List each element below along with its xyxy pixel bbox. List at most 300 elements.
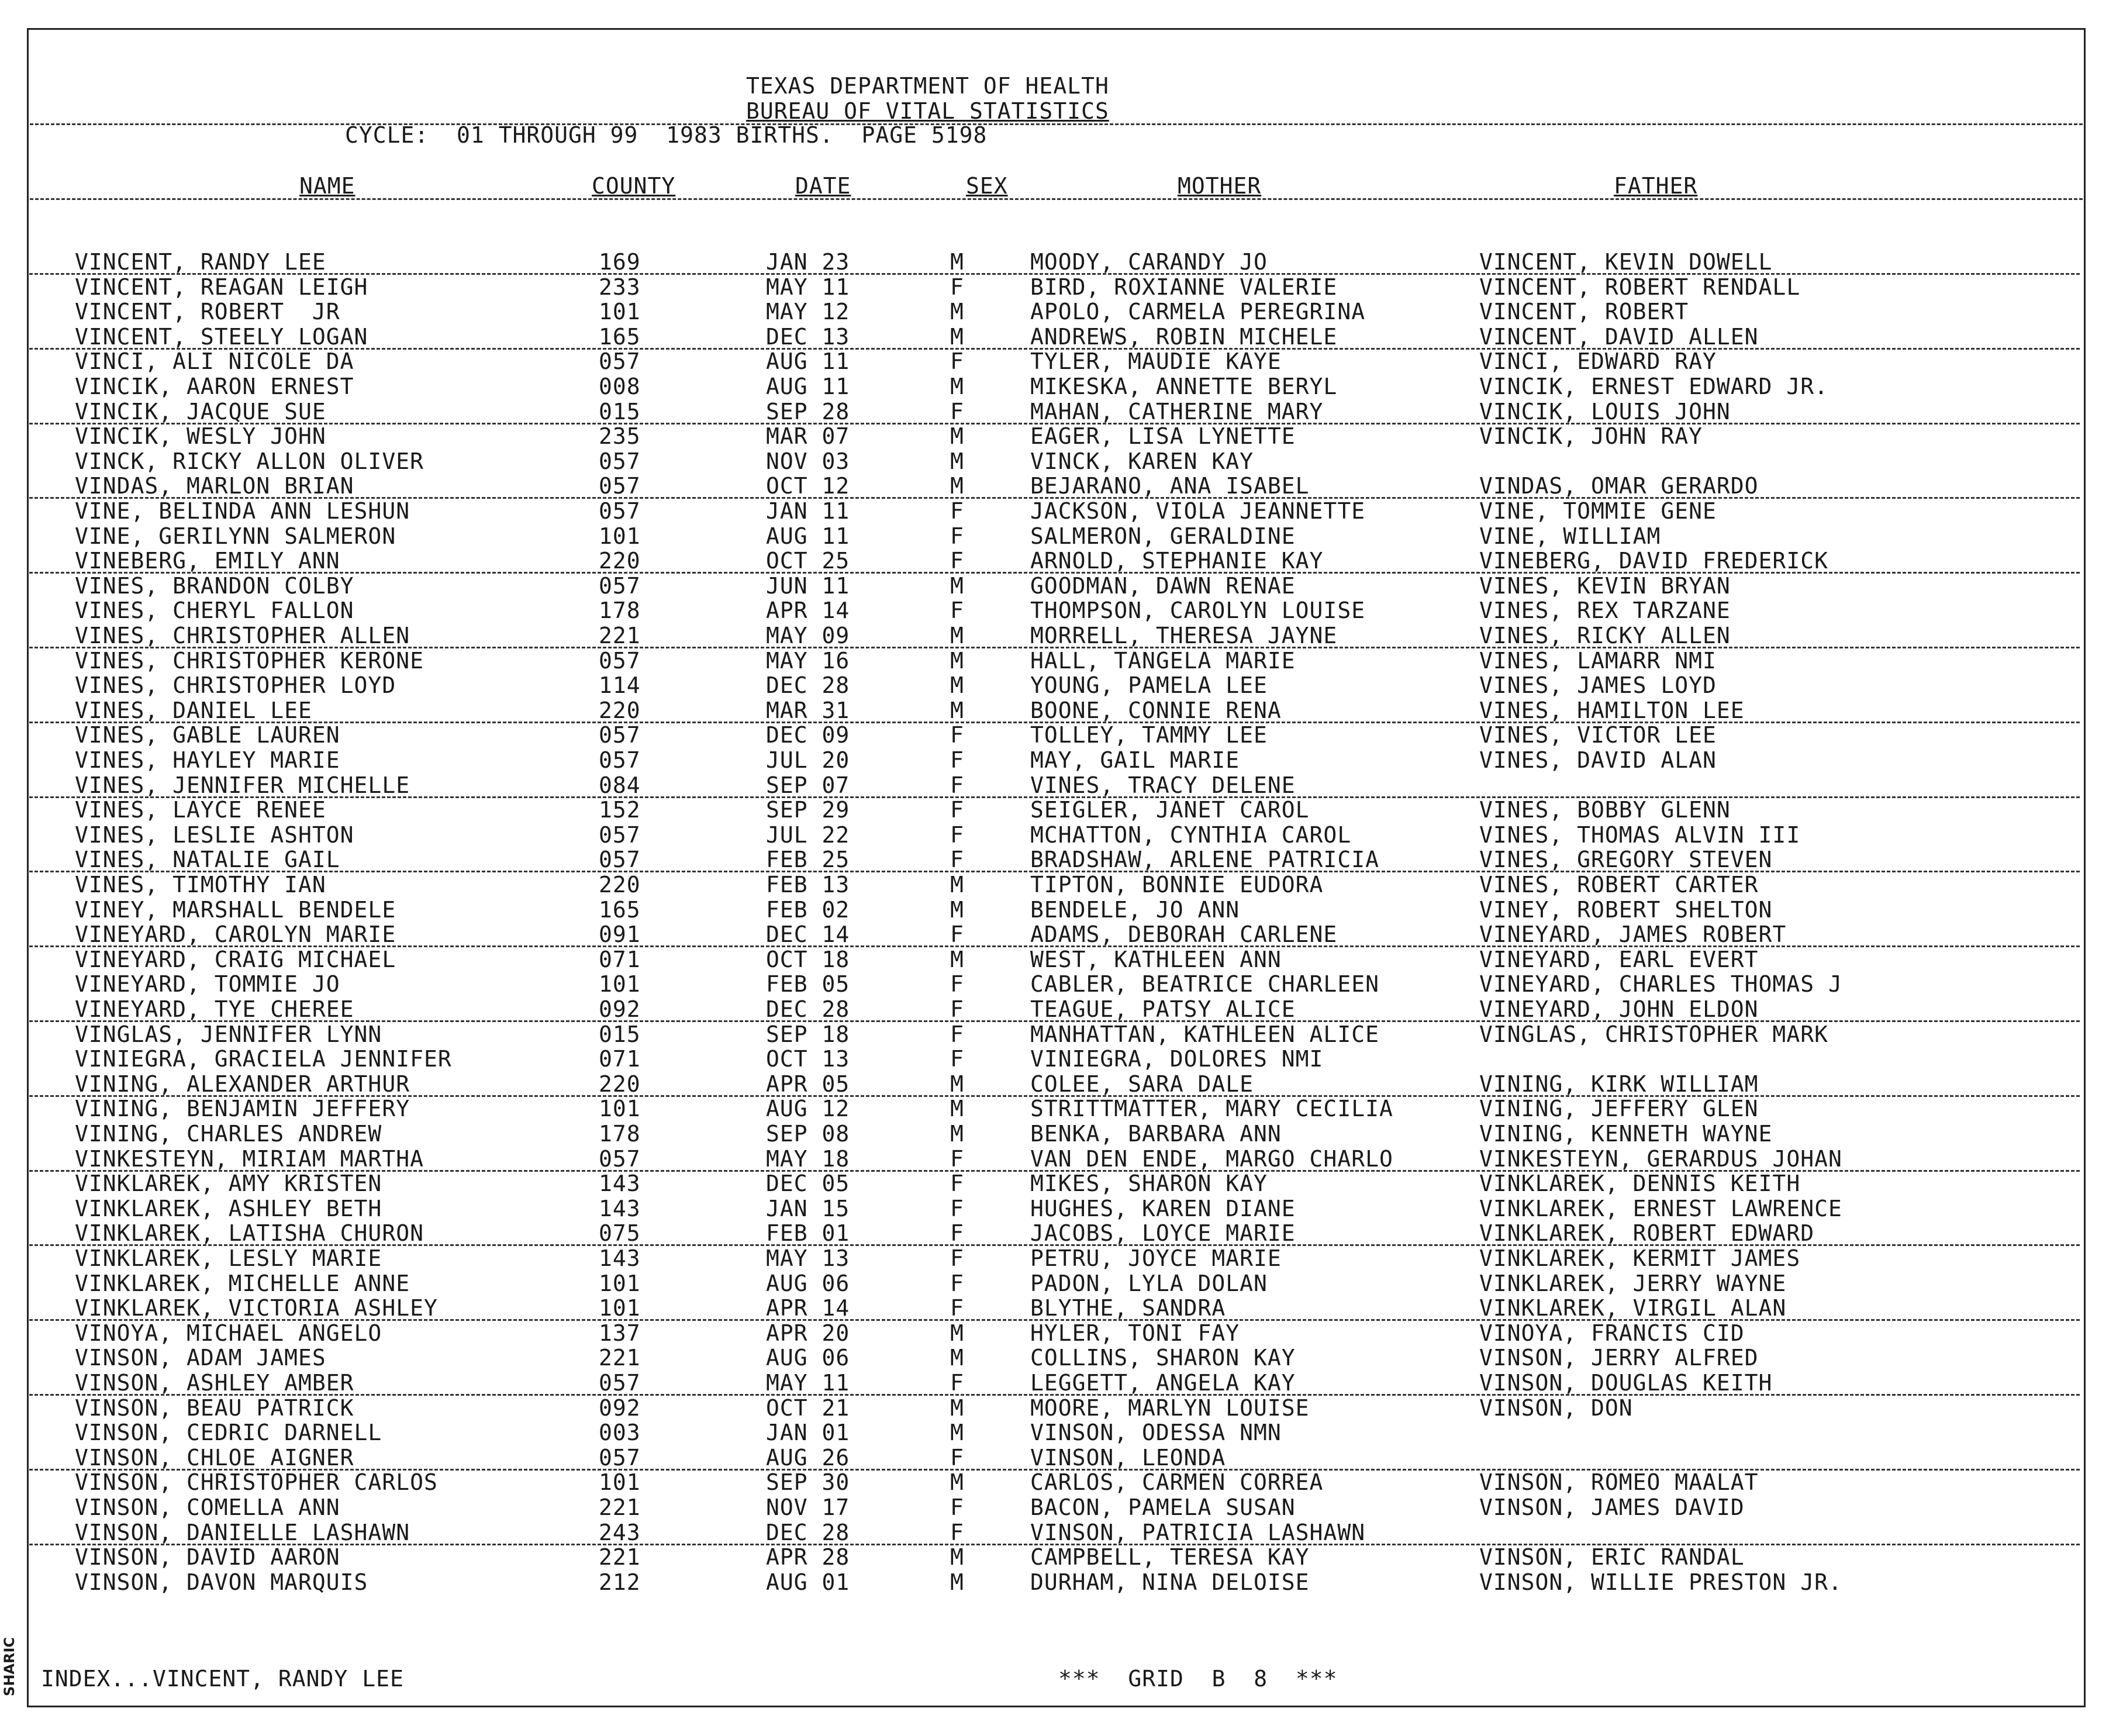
- cell-sex: F: [950, 1245, 964, 1271]
- cell-mother: SALMERON, GERALDINE: [1030, 523, 1296, 549]
- cell-county: 092: [599, 996, 641, 1022]
- cell-mother: MAY, GAIL MARIE: [1030, 747, 1240, 773]
- cell-mother: JACKSON, VIOLA JEANNETTE: [1030, 498, 1366, 524]
- cell-mother: VAN DEN ENDE, MARGO CHARLO: [1030, 1145, 1393, 1172]
- cell-sex: F: [950, 1046, 964, 1072]
- cell-father: VINKESTEYN, GERARDUS JOHAN: [1479, 1145, 1842, 1172]
- cell-county: 178: [599, 1121, 641, 1147]
- cell-county: 084: [599, 772, 641, 798]
- cell-father: VINES, DAVID ALAN: [1479, 747, 1717, 773]
- table-row: [0, 250, 2116, 274]
- cell-date: JUL 20: [766, 747, 850, 773]
- table-row: [0, 1520, 2116, 1545]
- table-row: [0, 1147, 2116, 1171]
- cell-mother: MAHAN, CATHERINE MARY: [1030, 398, 1324, 424]
- cell-father: VINCENT, DAVID ALLEN: [1479, 323, 1759, 350]
- cell-county: 152: [599, 797, 641, 823]
- cell-mother: VINIEGRA, DOLORES NMI: [1030, 1046, 1324, 1072]
- grid-footer: *** GRID B 8 ***: [1058, 1666, 1338, 1692]
- cell-county: 057: [599, 448, 641, 474]
- cell-date: FEB 02: [766, 896, 850, 923]
- cell-mother: COLEE, SARA DALE: [1030, 1071, 1254, 1097]
- cell-county: 057: [599, 822, 641, 848]
- cell-name: VINSON, COMELLA ANN: [75, 1495, 340, 1520]
- cell-name: VINES, HAYLEY MARIE: [75, 747, 340, 773]
- column-header-father: FATHER: [1614, 173, 1698, 199]
- cell-sex: F: [950, 922, 964, 948]
- cell-father: VINSON, DON: [1479, 1395, 1633, 1421]
- cell-sex: M: [950, 1121, 964, 1147]
- cell-sex: M: [950, 623, 964, 648]
- cell-date: JAN 23: [766, 249, 850, 275]
- cell-sex: F: [950, 1370, 964, 1396]
- cell-date: DEC 14: [766, 922, 850, 948]
- cell-name: VINSON, DAVON MARQUIS: [75, 1569, 368, 1595]
- cell-name: VINSON, ASHLEY AMBER: [75, 1370, 354, 1396]
- cell-sex: F: [950, 1519, 964, 1545]
- cycle-line: CYCLE: 01 THROUGH 99 1983 BIRTHS. PAGE 5198: [345, 122, 988, 148]
- cell-date: APR 14: [766, 1295, 850, 1321]
- cell-date: OCT 13: [766, 1046, 850, 1072]
- cell-sex: F: [950, 1270, 964, 1296]
- table-row: [0, 1196, 2116, 1221]
- cell-date: AUG 01: [766, 1569, 850, 1595]
- cell-mother: EAGER, LISA LYNETTE: [1030, 423, 1296, 450]
- cell-sex: M: [950, 672, 964, 699]
- cell-name: VINEYARD, CRAIG MICHAEL: [75, 946, 396, 972]
- table-row: [0, 275, 2116, 299]
- cell-name: VINEY, MARSHALL BENDELE: [75, 896, 396, 923]
- cell-name: VINCIK, AARON ERNEST: [75, 374, 354, 399]
- cell-mother: TIPTON, BONNIE EUDORA: [1030, 872, 1324, 898]
- cell-county: 057: [599, 1444, 641, 1471]
- cell-mother: CABLER, BEATRICE CHARLEEN: [1030, 971, 1379, 998]
- cell-mother: CAMPBELL, TERESA KAY: [1030, 1544, 1310, 1571]
- cell-date: JUN 11: [766, 572, 850, 599]
- cell-county: 101: [599, 1295, 641, 1321]
- cell-mother: JACOBS, LOYCE MARIE: [1030, 1220, 1296, 1247]
- cell-father: VINKLAREK, KERMIT JAMES: [1479, 1245, 1801, 1271]
- cell-sex: F: [950, 847, 964, 873]
- cell-name: VINES, CHRISTOPHER LOYD: [75, 672, 396, 699]
- cell-county: 220: [599, 1071, 641, 1097]
- cell-father: VINE, WILLIAM: [1479, 523, 1661, 549]
- table-row: [0, 325, 2116, 349]
- cell-date: SEP 30: [766, 1469, 850, 1496]
- column-header-sex: SEX: [966, 173, 1008, 199]
- table-row: [0, 922, 2116, 947]
- index-footer: INDEX...VINCENT, RANDY LEE: [41, 1666, 404, 1692]
- cell-date: MAY 11: [766, 274, 850, 300]
- cell-sex: M: [950, 946, 964, 972]
- cell-mother: GOODMAN, DAWN RENAE: [1030, 572, 1296, 599]
- cell-date: MAY 12: [766, 299, 850, 325]
- cell-father: VINCIK, JOHN RAY: [1479, 423, 1703, 450]
- cell-mother: HYLER, TONI FAY: [1030, 1320, 1240, 1346]
- cell-name: VINSON, BEAU PATRICK: [75, 1395, 354, 1421]
- cell-county: 221: [599, 623, 641, 648]
- table-row: [0, 623, 2116, 648]
- cell-date: MAY 18: [766, 1145, 850, 1172]
- cell-mother: ANDREWS, ROBIN MICHELE: [1030, 323, 1338, 350]
- cell-name: VINES, TIMOTHY IAN: [75, 872, 326, 898]
- cell-mother: MANHATTAN, KATHLEEN ALICE: [1030, 1021, 1379, 1047]
- cell-date: SEP 28: [766, 398, 850, 424]
- cell-county: 220: [599, 548, 641, 574]
- cell-mother: PETRU, JOYCE MARIE: [1030, 1245, 1282, 1271]
- cell-mother: STRITTMATTER, MARY CECILIA: [1030, 1096, 1393, 1122]
- table-row: [0, 1445, 2116, 1470]
- cell-father: VINSON, ROMEO MAALAT: [1479, 1469, 1759, 1496]
- cell-sex: F: [950, 598, 964, 624]
- cell-father: VINES, ROBERT CARTER: [1479, 872, 1759, 898]
- cell-county: 057: [599, 1370, 641, 1396]
- cell-father: VINSON, DOUGLAS KEITH: [1479, 1370, 1773, 1396]
- cell-father: VINEBERG, DAVID FREDERICK: [1479, 548, 1828, 574]
- cell-name: VINSON, CEDRIC DARNELL: [75, 1420, 382, 1446]
- table-row: [0, 847, 2116, 872]
- cell-name: VINCENT, STEELY LOGAN: [75, 323, 368, 350]
- cell-mother: VINCK, KAREN KAY: [1030, 448, 1254, 474]
- column-header-name: NAME: [299, 173, 355, 199]
- cell-mother: DURHAM, NINA DELOISE: [1030, 1569, 1310, 1595]
- cell-date: OCT 25: [766, 548, 850, 574]
- cell-date: DEC 28: [766, 996, 850, 1022]
- cell-date: NOV 03: [766, 448, 850, 474]
- cell-date: APR 14: [766, 598, 850, 624]
- table-row: [0, 1420, 2116, 1445]
- cell-father: VINES, THOMAS ALVIN III: [1479, 822, 1801, 848]
- cell-county: 221: [599, 1495, 641, 1520]
- cell-sex: F: [950, 1295, 964, 1321]
- org-title: TEXAS DEPARTMENT OF HEALTH: [746, 73, 1109, 99]
- cell-sex: M: [950, 1544, 964, 1571]
- table-row: [0, 1495, 2116, 1520]
- cell-county: 114: [599, 672, 641, 699]
- cell-mother: VINSON, ODESSA NMN: [1030, 1420, 1282, 1446]
- cell-name: VINDAS, MARLON BRIAN: [75, 473, 354, 499]
- cell-name: VINKESTEYN, MIRIAM MARTHA: [75, 1145, 424, 1172]
- cell-mother: BENKA, BARBARA ANN: [1030, 1121, 1282, 1147]
- cell-date: AUG 12: [766, 1096, 850, 1122]
- cell-county: 178: [599, 598, 641, 624]
- cell-name: VINCENT, REAGAN LEIGH: [75, 274, 368, 300]
- cell-name: VINE, GERILYNN SALMERON: [75, 523, 396, 549]
- cell-county: 008: [599, 374, 641, 399]
- cell-date: OCT 18: [766, 946, 850, 972]
- cell-sex: M: [950, 647, 964, 674]
- cell-date: AUG 11: [766, 523, 850, 549]
- cell-name: VINKLAREK, LESLY MARIE: [75, 1245, 382, 1271]
- cell-father: VINES, RICKY ALLEN: [1479, 623, 1731, 648]
- cell-county: 143: [599, 1245, 641, 1271]
- table-row: [0, 349, 2116, 374]
- cell-county: 075: [599, 1220, 641, 1247]
- cell-sex: M: [950, 1096, 964, 1122]
- cell-county: 057: [599, 647, 641, 674]
- cell-mother: HUGHES, KAREN DIANE: [1030, 1195, 1296, 1221]
- cell-date: MAY 13: [766, 1245, 850, 1271]
- cell-father: VINEYARD, JOHN ELDON: [1479, 996, 1759, 1022]
- cell-name: VINCIK, JACQUE SUE: [75, 398, 326, 424]
- cell-county: 057: [599, 847, 641, 873]
- cell-sex: F: [950, 1495, 964, 1520]
- cell-name: VINSON, CHLOE AIGNER: [75, 1444, 354, 1471]
- cell-name: VINEYARD, CAROLYN MARIE: [75, 922, 396, 948]
- table-row: [0, 648, 2116, 673]
- cell-county: 101: [599, 1096, 641, 1122]
- table-row: [0, 598, 2116, 623]
- table-row: [0, 1545, 2116, 1569]
- table-row: [0, 1321, 2116, 1345]
- cell-name: VINES, CHRISTOPHER KERONE: [75, 647, 424, 674]
- cell-county: 220: [599, 697, 641, 723]
- cell-sex: M: [950, 572, 964, 599]
- cell-father: VINOYA, FRANCIS CID: [1479, 1320, 1745, 1346]
- cell-date: AUG 06: [766, 1270, 850, 1296]
- table-row: [0, 524, 2116, 548]
- cell-mother: ADAMS, DEBORAH CARLENE: [1030, 922, 1338, 948]
- cell-sex: M: [950, 896, 964, 923]
- cell-sex: F: [950, 971, 964, 998]
- table-row: [0, 972, 2116, 996]
- cell-name: VINING, ALEXANDER ARTHUR: [75, 1071, 410, 1097]
- cell-date: FEB 25: [766, 847, 850, 873]
- table-row: [0, 1345, 2116, 1370]
- cell-mother: BLYTHE, SANDRA: [1030, 1295, 1226, 1321]
- cell-name: VINKLAREK, VICTORIA ASHLEY: [75, 1295, 438, 1321]
- cell-date: JAN 15: [766, 1195, 850, 1221]
- cell-date: JAN 11: [766, 498, 850, 524]
- table-row: [0, 374, 2116, 399]
- cell-mother: BRADSHAW, ARLENE PATRICIA: [1030, 847, 1379, 873]
- cell-mother: BEJARANO, ANA ISABEL: [1030, 473, 1310, 499]
- cell-sex: F: [950, 398, 964, 424]
- cell-mother: MCHATTON, CYNTHIA CAROL: [1030, 822, 1352, 848]
- cell-county: 057: [599, 348, 641, 375]
- cell-sex: M: [950, 1395, 964, 1421]
- table-row: [0, 872, 2116, 897]
- cell-date: JAN 01: [766, 1420, 850, 1446]
- cell-mother: BENDELE, JO ANN: [1030, 896, 1240, 923]
- cell-sex: M: [950, 249, 964, 275]
- cell-sex: M: [950, 299, 964, 325]
- cell-mother: MIKESKA, ANNETTE BERYL: [1030, 374, 1338, 399]
- cell-sex: M: [950, 323, 964, 350]
- column-header-mother: MOTHER: [1178, 173, 1262, 199]
- cell-father: VINKLAREK, VIRGIL ALAN: [1479, 1295, 1787, 1321]
- cell-name: VINEBERG, EMILY ANN: [75, 548, 340, 574]
- cell-county: 212: [599, 1569, 641, 1595]
- cell-name: VINSON, CHRISTOPHER CARLOS: [75, 1469, 438, 1496]
- cell-sex: F: [950, 274, 964, 300]
- cell-name: VINING, BENJAMIN JEFFERY: [75, 1096, 410, 1122]
- cell-sex: M: [950, 374, 964, 399]
- cell-name: VINIEGRA, GRACIELA JENNIFER: [75, 1046, 452, 1072]
- cell-father: VINING, KENNETH WAYNE: [1479, 1121, 1773, 1147]
- cell-name: VINEYARD, TOMMIE JO: [75, 971, 340, 998]
- cell-county: 143: [599, 1171, 641, 1197]
- cell-father: VINCENT, ROBERT: [1479, 299, 1689, 325]
- table-row: [0, 1470, 2116, 1495]
- cell-sex: F: [950, 498, 964, 524]
- table-row: [0, 1221, 2116, 1245]
- cell-sex: F: [950, 1021, 964, 1047]
- cell-date: AUG 11: [766, 374, 850, 399]
- cell-name: VINOYA, MICHAEL ANGELO: [75, 1320, 382, 1346]
- cell-name: VINES, NATALIE GAIL: [75, 847, 340, 873]
- cell-mother: ARNOLD, STEPHANIE KAY: [1030, 548, 1324, 574]
- table-row: [0, 823, 2116, 847]
- cell-sex: M: [950, 448, 964, 474]
- cell-sex: F: [950, 548, 964, 574]
- cell-sex: M: [950, 423, 964, 450]
- cell-name: VINCI, ALI NICOLE DA: [75, 348, 354, 375]
- column-header-date: DATE: [795, 173, 851, 199]
- table-row: [0, 424, 2116, 448]
- table-row: [0, 1371, 2116, 1395]
- cell-date: APR 20: [766, 1320, 850, 1346]
- cell-county: 071: [599, 1046, 641, 1072]
- table-row: [0, 898, 2116, 922]
- table-row: [0, 1296, 2116, 1320]
- cell-name: VINES, JENNIFER MICHELLE: [75, 772, 410, 798]
- cell-mother: VINES, TRACY DELENE: [1030, 772, 1296, 798]
- table-row: [0, 673, 2116, 698]
- table-row: [0, 1022, 2116, 1047]
- cell-mother: BACON, PAMELA SUSAN: [1030, 1495, 1296, 1520]
- cell-county: 221: [599, 1544, 641, 1571]
- cell-mother: SEIGLER, JANET CAROL: [1030, 797, 1310, 823]
- cell-county: 137: [599, 1320, 641, 1346]
- cell-date: MAY 11: [766, 1370, 850, 1396]
- cell-county: 057: [599, 722, 641, 748]
- cell-name: VINCENT, ROBERT JR: [75, 299, 340, 325]
- cell-father: VINES, KEVIN BRYAN: [1479, 572, 1731, 599]
- cell-name: VINSON, DANIELLE LASHAWN: [75, 1519, 410, 1545]
- cell-county: 003: [599, 1420, 641, 1446]
- cell-sex: F: [950, 523, 964, 549]
- cell-date: APR 28: [766, 1544, 850, 1571]
- cell-mother: TEAGUE, PATSY ALICE: [1030, 996, 1296, 1022]
- cell-father: VINCIK, ERNEST EDWARD JR.: [1479, 374, 1828, 399]
- cell-county: 057: [599, 572, 641, 599]
- cell-father: VINES, HAMILTON LEE: [1479, 697, 1745, 723]
- table-row: [0, 947, 2116, 972]
- cell-county: 220: [599, 872, 641, 898]
- cell-mother: THOMPSON, CAROLYN LOUISE: [1030, 598, 1366, 624]
- cell-mother: HALL, TANGELA MARIE: [1030, 647, 1296, 674]
- cell-name: VINES, BRANDON COLBY: [75, 572, 354, 599]
- cell-county: 165: [599, 896, 641, 923]
- cell-date: SEP 18: [766, 1021, 850, 1047]
- table-row: [0, 449, 2116, 474]
- cell-name: VINKLAREK, ASHLEY BETH: [75, 1195, 382, 1221]
- cell-date: FEB 13: [766, 872, 850, 898]
- cell-sex: F: [950, 822, 964, 848]
- cell-sex: F: [950, 797, 964, 823]
- table-row: [0, 1047, 2116, 1071]
- cell-mother: WEST, KATHLEEN ANN: [1030, 946, 1282, 972]
- cell-name: VINCK, RICKY ALLON OLIVER: [75, 448, 424, 474]
- cell-father: VINCENT, ROBERT RENDALL: [1479, 274, 1801, 300]
- cell-county: 143: [599, 1195, 641, 1221]
- cell-county: 243: [599, 1519, 641, 1545]
- cell-county: 101: [599, 299, 641, 325]
- cell-name: VINCENT, RANDY LEE: [75, 249, 326, 275]
- cell-father: VINSON, WILLIE PRESTON JR.: [1479, 1569, 1842, 1595]
- cell-mother: VINSON, LEONDA: [1030, 1444, 1226, 1471]
- cell-county: 057: [599, 747, 641, 773]
- cell-father: VINKLAREK, ROBERT EDWARD: [1479, 1220, 1815, 1247]
- cell-name: VINES, DANIEL LEE: [75, 697, 312, 723]
- cell-father: VINES, BOBBY GLENN: [1479, 797, 1731, 823]
- cell-father: VINEYARD, JAMES ROBERT: [1479, 922, 1787, 948]
- cell-date: MAY 09: [766, 623, 850, 648]
- cell-date: DEC 05: [766, 1171, 850, 1197]
- table-row: [0, 474, 2116, 498]
- cell-father: VINKLAREK, JERRY WAYNE: [1479, 1270, 1787, 1296]
- cell-sex: F: [950, 722, 964, 748]
- table-row: [0, 1096, 2116, 1121]
- column-header-county: COUNTY: [592, 173, 676, 199]
- cell-mother: BOONE, CONNIE RENA: [1030, 697, 1282, 723]
- cell-sex: M: [950, 1469, 964, 1496]
- cell-county: 221: [599, 1345, 641, 1371]
- cell-county: 015: [599, 1021, 641, 1047]
- cell-name: VINES, GABLE LAUREN: [75, 722, 340, 748]
- cell-county: 092: [599, 1395, 641, 1421]
- cell-father: VINSON, JERRY ALFRED: [1479, 1345, 1759, 1371]
- cell-name: VINCIK, WESLY JOHN: [75, 423, 326, 450]
- cell-father: VINEYARD, EARL EVERT: [1479, 946, 1759, 972]
- table-row: [0, 1072, 2116, 1096]
- cell-date: SEP 29: [766, 797, 850, 823]
- cell-county: 101: [599, 971, 641, 998]
- cell-sex: M: [950, 1345, 964, 1371]
- cell-father: VINGLAS, CHRISTOPHER MARK: [1479, 1021, 1828, 1047]
- cell-date: DEC 13: [766, 323, 850, 350]
- cell-name: VINKLAREK, AMY KRISTEN: [75, 1171, 382, 1197]
- cell-father: VINDAS, OMAR GERARDO: [1479, 473, 1759, 499]
- side-label: SHARIC: [1, 1637, 18, 1696]
- cell-county: 165: [599, 323, 641, 350]
- cell-father: VINCENT, KEVIN DOWELL: [1479, 249, 1773, 275]
- cell-county: 169: [599, 249, 641, 275]
- cell-date: AUG 11: [766, 348, 850, 375]
- cell-sex: M: [950, 473, 964, 499]
- cell-father: VINES, REX TARZANE: [1479, 598, 1731, 624]
- cell-mother: MORRELL, THERESA JAYNE: [1030, 623, 1338, 648]
- cell-sex: F: [950, 348, 964, 375]
- cell-date: MAR 31: [766, 697, 850, 723]
- cell-county: 091: [599, 922, 641, 948]
- cell-name: VINES, CHERYL FALLON: [75, 598, 354, 624]
- table-row: [0, 299, 2116, 324]
- cell-sex: M: [950, 1320, 964, 1346]
- cell-date: DEC 09: [766, 722, 850, 748]
- table-row: [0, 1271, 2116, 1296]
- cell-date: MAY 16: [766, 647, 850, 674]
- cell-county: 071: [599, 946, 641, 972]
- cell-date: MAR 07: [766, 423, 850, 450]
- cell-father: VINSON, ERIC RANDAL: [1479, 1544, 1745, 1571]
- cell-name: VINES, LAYCE RENEE: [75, 797, 326, 823]
- cell-name: VINGLAS, JENNIFER LYNN: [75, 1021, 382, 1047]
- cell-father: VINCIK, LOUIS JOHN: [1479, 398, 1731, 424]
- cell-sex: M: [950, 1420, 964, 1446]
- table-row: [0, 1121, 2116, 1146]
